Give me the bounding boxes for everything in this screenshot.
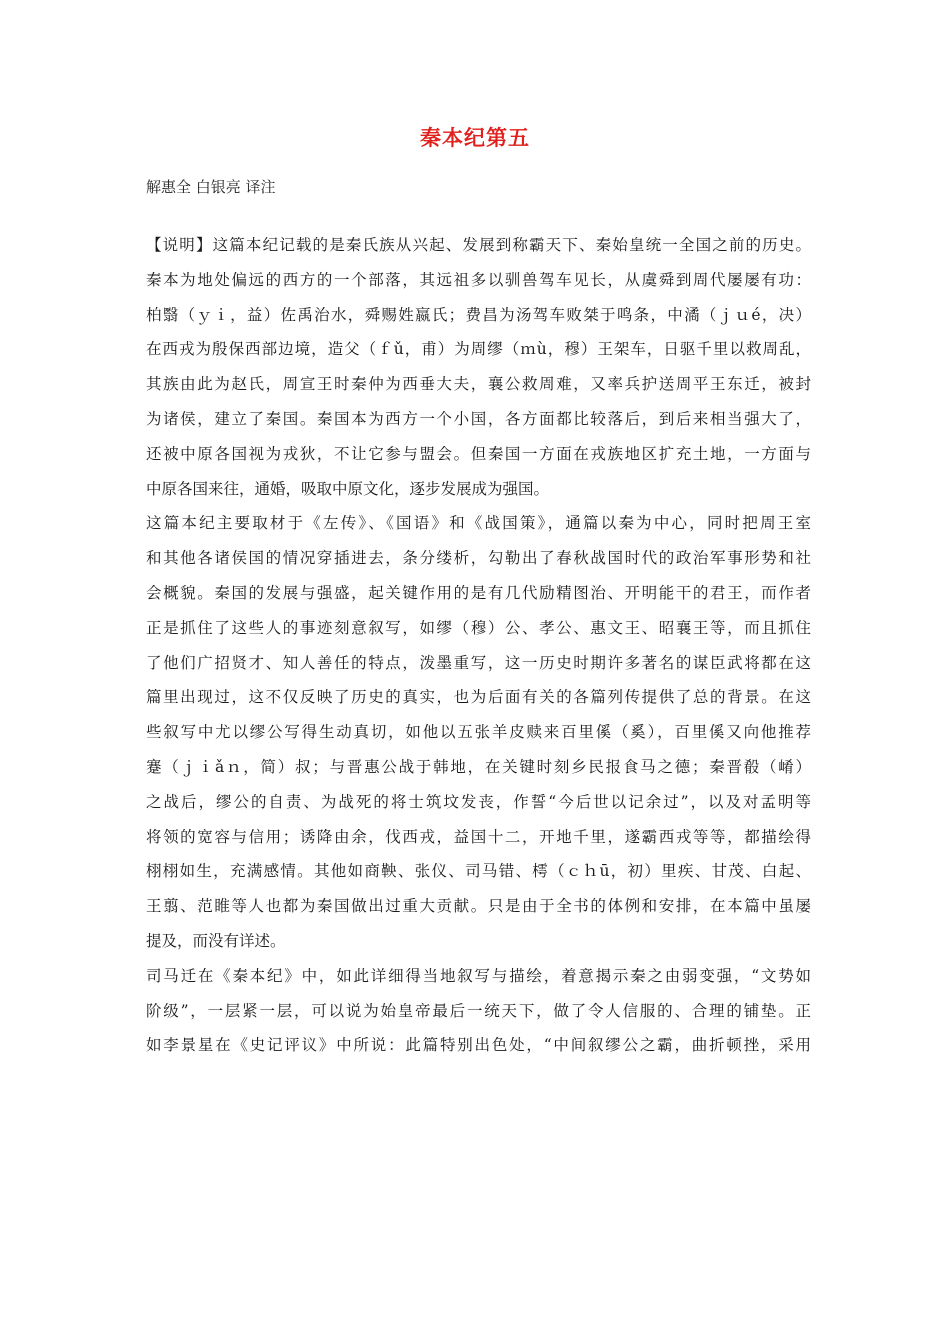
text-line: 蹇（ｊｉǎｎ，简）叔；与晋惠公战于韩地，在关键时刻乡民报食马之德；秦晋殽（崤） — [146, 757, 811, 776]
text-line: 了他们广招贤才、知人善任的特点，泼墨重写，这一历史时期许多著名的谋臣武将都在这 — [146, 653, 811, 672]
document-body — [146, 234, 811, 1069]
text-line: 会概貌。秦国的发展与强盛，起关键作用的是有几代励精图治、开明能干的君王，而作者 — [146, 583, 811, 602]
text-line: 【说明】这篇本纪记载的是秦氏族从兴起、发展到称霸天下、秦始皇统一全国之前的历史。 — [146, 236, 811, 254]
text-line: 如李景星在《史记评议》中所说：此篇特别出色处，“中间叙缪公之霸，曲折顿挫，采用 — [146, 1036, 811, 1055]
text-line: 这篇本纪主要取材于《左传》、《国语》和《战国策》，通篇以秦为中心，同时把周王室 — [146, 514, 811, 533]
text-line: 中原各国来往，通婚，吸取中原文化，逐步发展成为强国。 — [146, 479, 550, 498]
text-line: 正是抓住了这些人的事迹刻意叙写，如缪（穆）公、孝公、惠文王、昭襄王等，而且抓住 — [146, 618, 811, 637]
text-line: 王翦、范睢等人也都为秦国做出过重大贡献。只是由于全书的体例和安排，在本篇中虽屡 — [146, 897, 811, 916]
document-author: 解惠全 白银亮 译注 — [146, 178, 276, 196]
text-line: 秦本为地处偏远的西方的一个部落，其远祖多以驯兽驾车见长，从虞舜到周代屡屡有功： — [146, 270, 811, 289]
text-line: 将领的宽容与信用；诱降由余，伐西戎，益国十二，开地千里，遂霸西戎等等，都描绘得 — [146, 827, 811, 846]
document-title: 秦本纪第五 — [420, 126, 530, 150]
text-line: 在西戎为殷保西部边境，造父（ｆǔ，甫）为周缪（ｍù，穆）王架车，日驱千里以救周乱， — [146, 340, 811, 359]
text-line: 些叙写中尤以缪公写得生动真切，如他以五张羊皮赎来百里傒（奚），百里傒又向他推荐 — [146, 723, 811, 742]
text-line: 司马迁在《秦本纪》中，如此详细得当地叙写与描绘，着意揭示秦之由弱变强，“文势如 — [146, 966, 811, 985]
text-line: 还被中原各国视为戎狄，不让它参与盟会。但秦国一方面在戎族地区扩充土地，一方面与 — [146, 444, 811, 463]
text-line: 阶级”，一层紧一层，可以说为始皇帝最后一统天下，做了令人信服的、合理的铺垫。正 — [146, 1001, 811, 1020]
text-line: 和其他各诸侯国的情况穿插进去，条分缕析，勾勒出了春秋战国时代的政治军事形势和社 — [146, 549, 811, 568]
text-line: 之战后，缪公的自责、为战死的将士筑坟发丧，作誓“今后世以记余过”，以及对孟明等 — [146, 792, 811, 811]
text-line: 柏翳（ｙｉ，益）佐禹治水，舜赐姓嬴氏；费昌为汤驾车败桀于鸣条，中潏（ｊｕé，决） — [146, 305, 811, 324]
text-line: 为诸侯，建立了秦国。秦国本为西方一个小国，各方面都比较落后，到后来相当强大了， — [146, 409, 811, 428]
text-line: 其族由此为赵氏，周宣王时秦仲为西垂大夫，襄公救周难，又率兵护送周平王东迁，被封 — [146, 375, 811, 394]
text-line: 栩栩如生，充满感情。其他如商鞅、张仪、司马错、樗（ｃｈū，初）里疾、甘茂、白起、 — [146, 862, 811, 881]
text-line: 提及，而没有详述。 — [146, 931, 286, 950]
text-line: 篇里出现过，这不仅反映了历史的真实，也为后面有关的各篇列传提供了总的背景。在这 — [146, 688, 811, 707]
